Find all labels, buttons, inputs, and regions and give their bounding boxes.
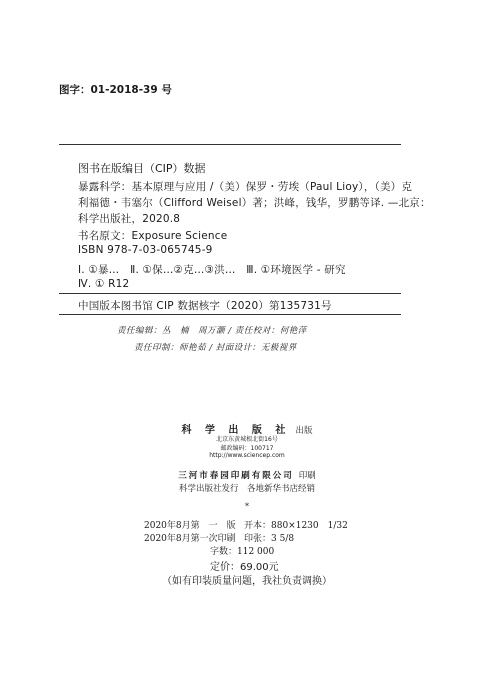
price: 定价：69.00元 — [210, 562, 279, 573]
copyright-registration: 图字：01-2018-39 号 — [59, 84, 172, 96]
format-info: 开本：880×1230 1/32 — [244, 521, 348, 531]
publisher-address: 北京东黄城根北街16号 — [216, 436, 278, 443]
publisher-name: 科 学 出 版 社 — [181, 425, 291, 436]
cip-line: 科学出版社，2020.8 — [78, 213, 181, 225]
word-count: 字数：112 000 — [210, 547, 275, 557]
cip-title: 图书在版编目（CIP）数据 — [78, 162, 206, 175]
publisher-url: http://www.sciencep.com — [209, 452, 285, 459]
cip-line: 书名原文：Exposure Science — [78, 230, 228, 242]
printing-info: 2020年8月第一次印刷 — [144, 534, 236, 544]
distribution-line: 科学出版社发行 各地新华书店经销 — [178, 484, 315, 494]
publisher-suffix: 出版 — [295, 426, 313, 436]
cip-isbn: ISBN 978-7-03-065745-9 — [78, 244, 213, 256]
cip-record-number: 中国版本图书馆 CIP 数据核字（2020）第135731号 — [78, 300, 332, 312]
cip-classification: Ⅰ. ①暴… Ⅱ. ①保…②克…③洪… Ⅲ. ①环境医学 - 研究 — [78, 264, 346, 276]
cip-top-rule — [59, 144, 401, 145]
printer-name: 三河市春园印刷有限公司 — [178, 471, 294, 481]
cip-classification: Ⅳ. ① R12 — [78, 278, 130, 290]
editor-credits: 责任编辑：丛 楠 周万灏 / 责任校对：何艳萍 — [117, 326, 307, 336]
printer-line — [0, 463, 494, 482]
separator-star: * — [245, 502, 249, 511]
cip-middle-rule — [59, 293, 401, 294]
quality-note: （如有印装质量问题，我社负责调换） — [162, 576, 332, 587]
edition-info: 2020年8月第 一 版 — [144, 521, 236, 531]
cip-bottom-rule — [59, 314, 401, 315]
publisher-postcode: 邮政编码：100717 — [220, 445, 274, 452]
sheets-info: 印张：3 5/8 — [244, 534, 295, 544]
cip-line: 利福德・韦塞尔（Clifford Weisel）著；洪峰，钱华，罗鹏等译. —北京： — [78, 197, 431, 209]
cip-line: 暴露科学：基本原理与应用 /（美）保罗・劳埃（Paul Lioy），（美）克 — [78, 181, 413, 193]
printing-credits: 责任印制：师艳茹 / 封面设计：无极视界 — [134, 343, 297, 353]
printer-suffix: 印刷 — [298, 471, 316, 481]
